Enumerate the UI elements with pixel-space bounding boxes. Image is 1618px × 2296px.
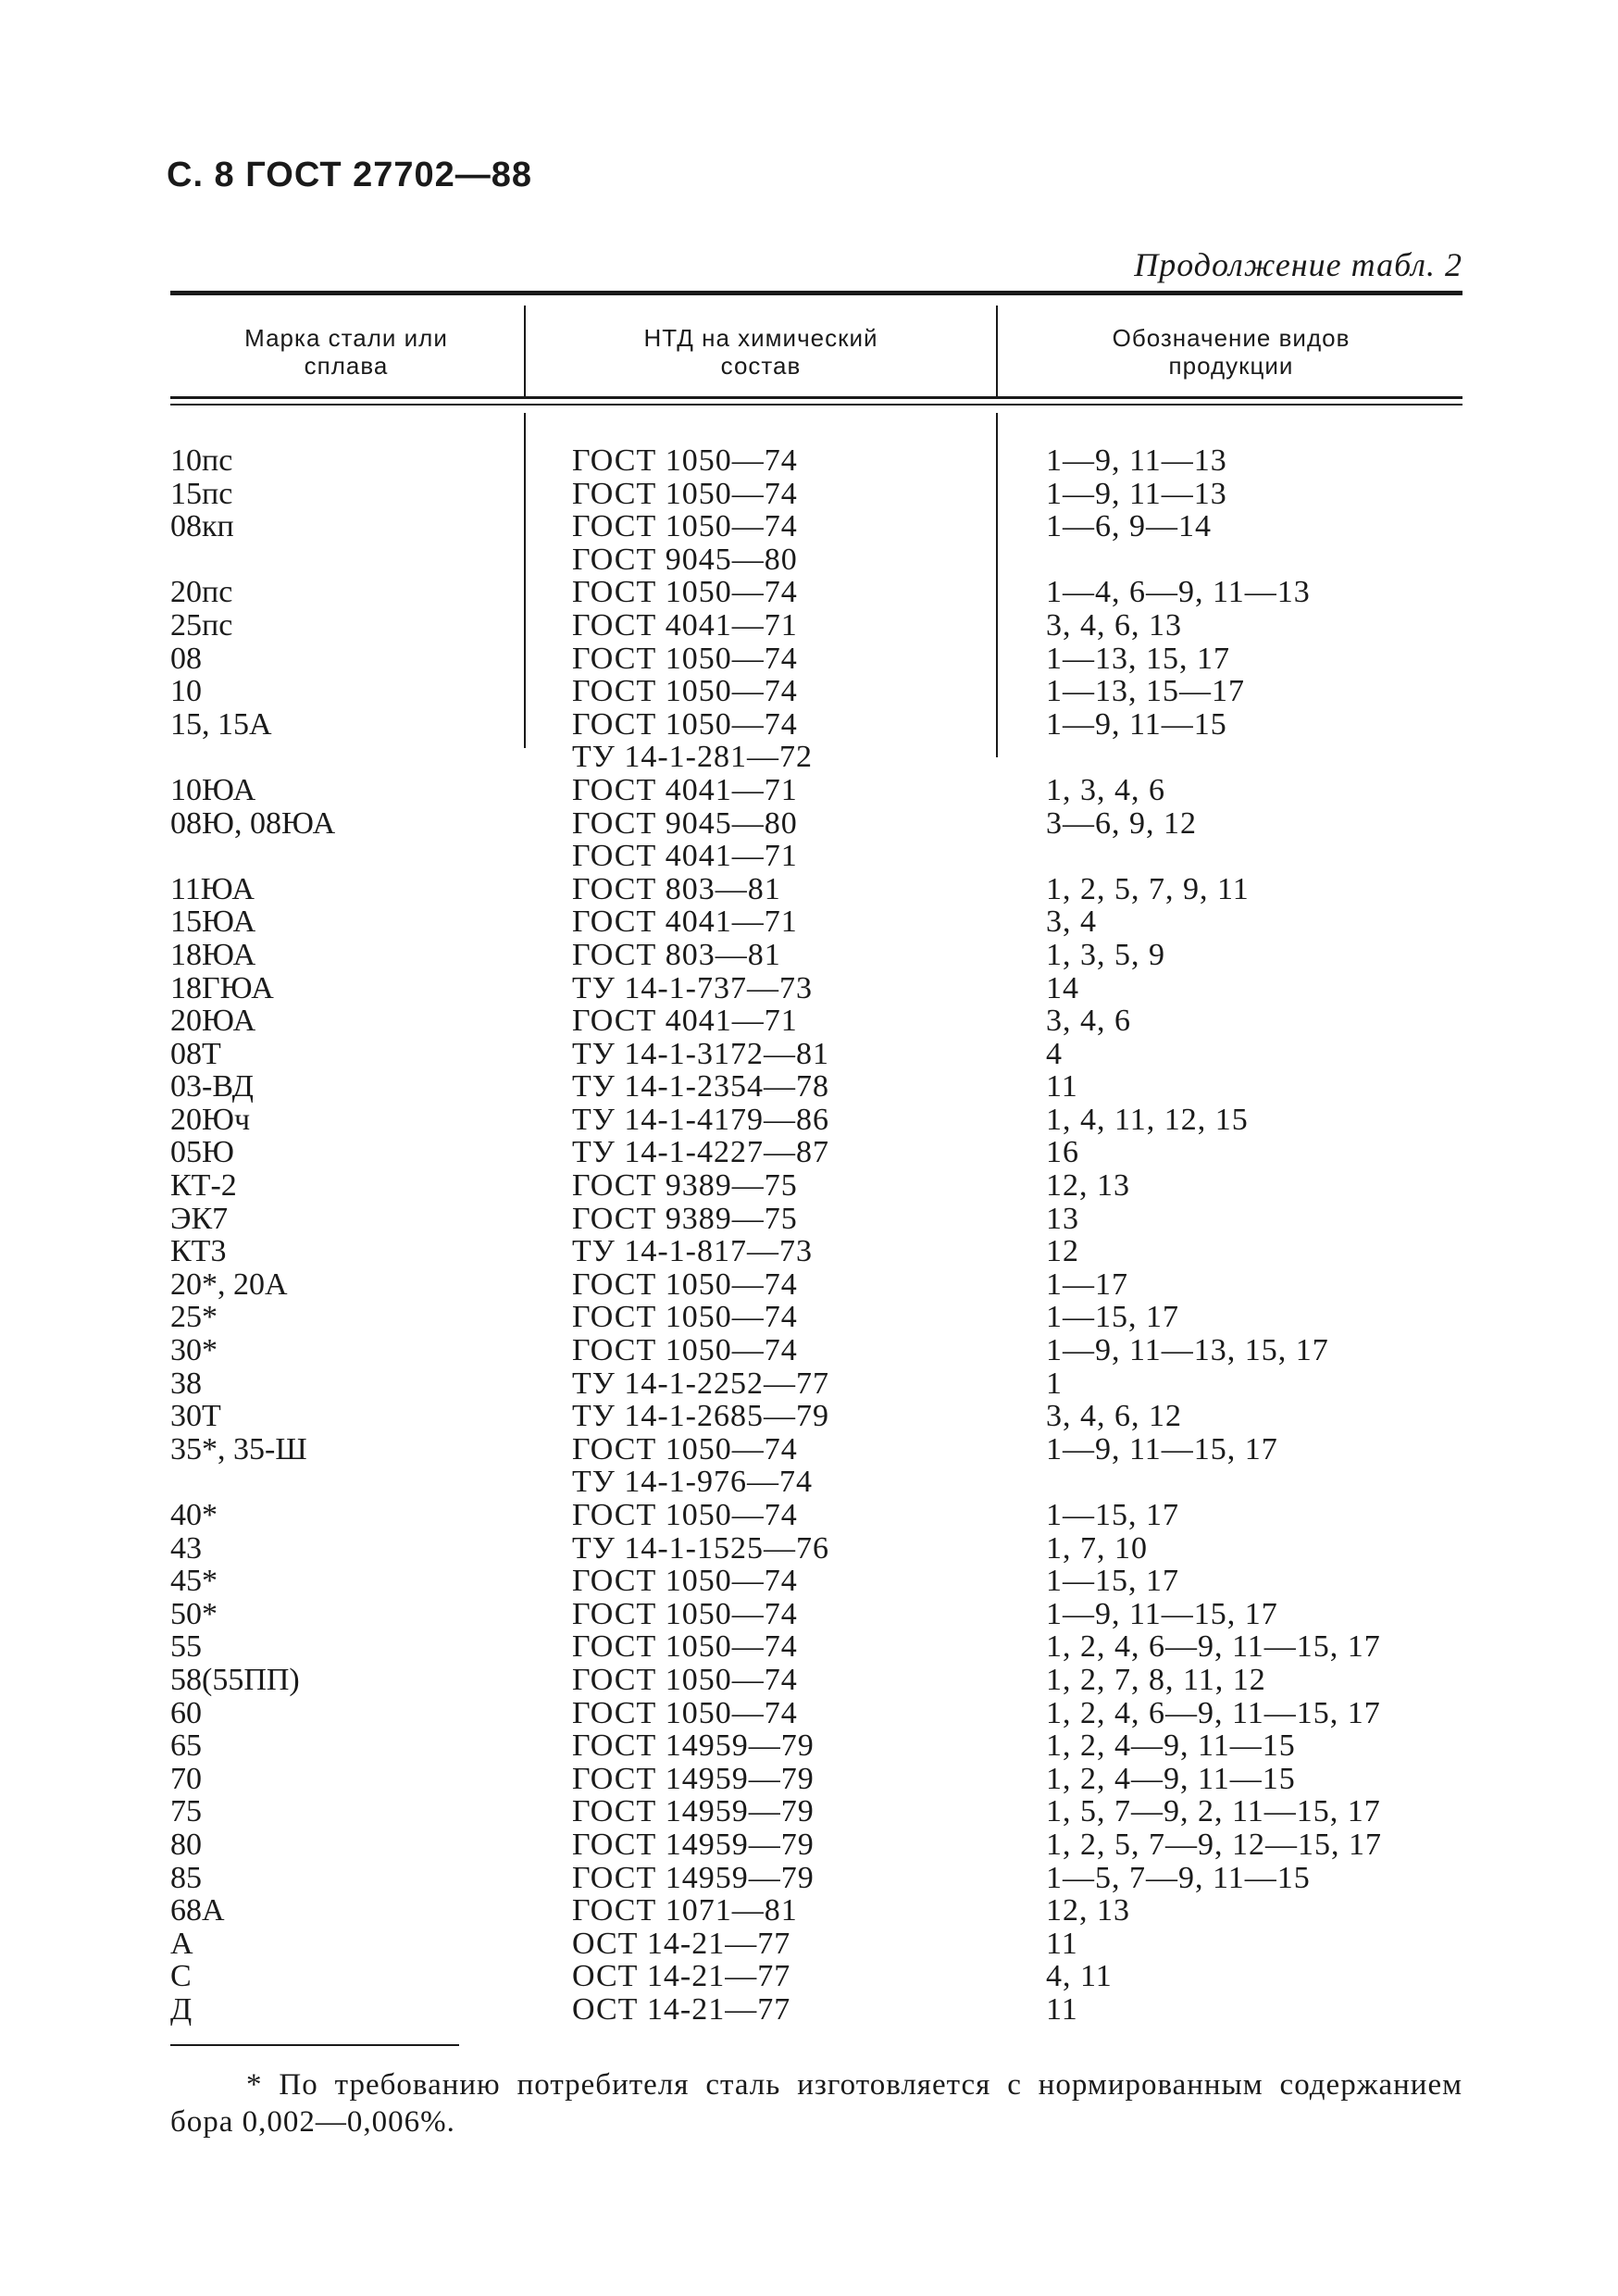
table-row xyxy=(0,478,1618,511)
steel-grade-cell: КТ-2 xyxy=(170,1168,237,1204)
product-types-cell: 13 xyxy=(1046,1201,1079,1236)
standard-cell: ТУ 14-1-4227—87 xyxy=(572,1135,829,1170)
table-row xyxy=(0,807,1618,841)
steel-grade-cell: 35*, 35-Ш xyxy=(170,1431,307,1466)
steel-grade-cell: 20*, 20А xyxy=(170,1267,288,1302)
product-types-cell: 12, 13 xyxy=(1046,1168,1130,1204)
table-row xyxy=(0,510,1618,543)
steel-grade-cell: 08Т xyxy=(170,1036,221,1071)
product-types-cell: 3, 4, 6, 13 xyxy=(1046,607,1182,643)
steel-grade-cell: 03-ВД xyxy=(170,1069,254,1104)
product-types-cell: 12, 13 xyxy=(1046,1893,1130,1928)
standard-cell: ТУ 14-1-976—74 xyxy=(572,1465,813,1500)
steel-grade-cell: 38 xyxy=(170,1366,202,1401)
table-row xyxy=(0,774,1618,807)
product-types-cell: 1—13, 15—17 xyxy=(1046,674,1245,709)
table-row xyxy=(0,1367,1618,1401)
product-types-cell: 3—6, 9, 12 xyxy=(1046,805,1197,841)
product-types-cell: 16 xyxy=(1046,1135,1079,1170)
standard-cell: ГОСТ 9045—80 xyxy=(572,805,798,841)
steel-grade-cell: 20ЮА xyxy=(170,1004,256,1039)
product-types-cell: 3, 4, 6 xyxy=(1046,1004,1131,1039)
product-types-cell: 1—9, 11—15, 17 xyxy=(1046,1431,1278,1466)
standard-cell: ГОСТ 803—81 xyxy=(572,871,781,906)
standard-cell: ГОСТ 1050—74 xyxy=(572,509,798,544)
product-types-cell: 1—4, 6—9, 11—13 xyxy=(1046,575,1311,610)
table-row xyxy=(0,873,1618,906)
steel-grade-cell: 55 xyxy=(170,1629,202,1665)
table-row xyxy=(0,1828,1618,1862)
footnote-separator xyxy=(170,2044,459,2046)
steel-grade-cell: 25* xyxy=(170,1300,218,1335)
product-types-cell: 1, 3, 5, 9 xyxy=(1046,937,1165,972)
table-row xyxy=(0,1499,1618,1532)
table-row xyxy=(0,905,1618,939)
product-types-cell: 1—15, 17 xyxy=(1046,1498,1179,1532)
steel-grade-cell: 40* xyxy=(170,1498,218,1532)
table-row xyxy=(0,1038,1618,1071)
table-row xyxy=(0,1400,1618,1433)
product-types-cell: 1, 2, 4, 6—9, 11—15, 17 xyxy=(1046,1629,1381,1665)
page-header: С. 8 ГОСТ 27702—88 xyxy=(167,156,533,194)
column-header-standard xyxy=(528,324,994,380)
standard-cell: ГОСТ 4041—71 xyxy=(572,607,798,643)
product-types-cell: 3, 4, 6, 12 xyxy=(1046,1399,1182,1434)
product-types-cell: 1—17 xyxy=(1046,1267,1128,1302)
steel-grade-cell: 85 xyxy=(170,1860,202,1895)
steel-grade-cell: 58(55ПП) xyxy=(170,1662,300,1697)
table-row xyxy=(0,1136,1618,1169)
steel-grade-cell: А xyxy=(170,1926,193,1961)
table-row xyxy=(0,1235,1618,1268)
table-row xyxy=(0,1729,1618,1763)
product-types-cell: 1, 3, 4, 6 xyxy=(1046,772,1165,807)
standard-cell: ТУ 14-1-4179—86 xyxy=(572,1102,829,1137)
table-row xyxy=(0,1301,1618,1334)
table-row xyxy=(0,1070,1618,1104)
standard-cell: ТУ 14-1-1525—76 xyxy=(572,1530,829,1566)
footnote: * По требованию потребителя сталь изготовляется с нормированным содержанием бора 0,002—0,006%. xyxy=(170,2068,1462,2139)
standard-cell: ГОСТ 9045—80 xyxy=(572,542,798,577)
standard-cell: ТУ 14-1-817—73 xyxy=(572,1234,813,1269)
column-header-steel-grade-text: Марка стали или сплава xyxy=(244,324,448,380)
table-row xyxy=(0,1763,1618,1796)
steel-grade-cell: 25пс xyxy=(170,607,233,643)
standard-cell: ГОСТ 9389—75 xyxy=(572,1168,798,1204)
steel-grade-cell: 10ЮА xyxy=(170,772,256,807)
table-row xyxy=(0,543,1618,577)
table-row xyxy=(0,1532,1618,1566)
header-bottom-rule xyxy=(170,396,1462,399)
standard-cell: ГОСТ 1050—74 xyxy=(572,1300,798,1335)
product-types-cell: 1, 5, 7—9, 2, 11—15, 17 xyxy=(1046,1794,1381,1829)
standard-cell: ТУ 14-1-737—73 xyxy=(572,970,813,1005)
table-row xyxy=(0,1795,1618,1828)
standard-cell: ГОСТ 4041—71 xyxy=(572,839,798,874)
steel-grade-cell: 60 xyxy=(170,1695,202,1730)
steel-grade-cell: 70 xyxy=(170,1761,202,1796)
steel-grade-cell: КТ3 xyxy=(170,1234,227,1269)
standard-cell: ГОСТ 4041—71 xyxy=(572,772,798,807)
table-row xyxy=(0,1697,1618,1730)
standard-cell: ТУ 14-1-2685—79 xyxy=(572,1399,829,1434)
table-top-rule xyxy=(170,291,1462,295)
steel-grade-cell: ЭК7 xyxy=(170,1201,229,1236)
steel-grade-cell: 15пс xyxy=(170,476,233,511)
steel-grade-cell: 45* xyxy=(170,1564,218,1599)
table-row xyxy=(0,675,1618,708)
table-row xyxy=(0,972,1618,1005)
steel-grade-cell: 08кп xyxy=(170,509,234,544)
table-row xyxy=(0,741,1618,774)
table-row xyxy=(0,1993,1618,2027)
product-types-cell: 11 xyxy=(1046,1991,1078,2027)
column-header-standard-text: НТД на химический состав xyxy=(643,324,878,380)
standard-cell: ГОСТ 4041—71 xyxy=(572,905,798,940)
standard-cell: ГОСТ 1050—74 xyxy=(572,1431,798,1466)
product-types-cell: 11 xyxy=(1046,1069,1078,1104)
standard-cell: ГОСТ 1050—74 xyxy=(572,575,798,610)
standard-cell: ГОСТ 1050—74 xyxy=(572,1267,798,1302)
table-row xyxy=(0,1928,1618,1961)
steel-grade-cell: 43 xyxy=(170,1530,202,1566)
steel-grade-cell: 65 xyxy=(170,1728,202,1764)
standard-cell: ГОСТ 1050—74 xyxy=(572,1333,798,1368)
product-types-cell: 1, 4, 11, 12, 15 xyxy=(1046,1102,1249,1137)
standard-cell: ТУ 14-1-3172—81 xyxy=(572,1036,829,1071)
steel-grade-cell: 18ГЮА xyxy=(170,970,274,1005)
product-types-cell: 1 xyxy=(1046,1366,1063,1401)
standard-cell: ГОСТ 4041—71 xyxy=(572,1004,798,1039)
standard-cell: ГОСТ 1071—81 xyxy=(572,1893,798,1928)
standard-cell: ГОСТ 9389—75 xyxy=(572,1201,798,1236)
table-row xyxy=(0,1334,1618,1367)
product-types-cell: 1, 2, 5, 7—9, 12—15, 17 xyxy=(1046,1827,1382,1862)
steel-grade-cell: 15, 15А xyxy=(170,706,272,742)
standard-cell: ТУ 14-1-2354—78 xyxy=(572,1069,829,1104)
table-row xyxy=(0,1862,1618,1895)
standard-cell: ГОСТ 14959—79 xyxy=(572,1827,815,1862)
table-row xyxy=(0,840,1618,873)
steel-grade-cell: 15ЮА xyxy=(170,905,256,940)
column-header-steel-grade xyxy=(170,324,522,380)
steel-grade-cell: 11ЮА xyxy=(170,871,255,906)
table-row xyxy=(0,1565,1618,1598)
table-row xyxy=(0,1433,1618,1466)
standard-cell: ГОСТ 1050—74 xyxy=(572,1498,798,1532)
standard-cell: ГОСТ 14959—79 xyxy=(572,1728,815,1764)
product-types-cell: 1—13, 15, 17 xyxy=(1046,641,1230,676)
standard-cell: ГОСТ 14959—79 xyxy=(572,1761,815,1796)
product-types-cell: 4 xyxy=(1046,1036,1063,1071)
column-header-product-types-text: Обозначение видов продукции xyxy=(1112,324,1350,380)
standard-cell: ГОСТ 14959—79 xyxy=(572,1794,815,1829)
table-continuation-label: Продолжение табл. 2 xyxy=(1134,246,1462,283)
standard-cell: ГОСТ 1050—74 xyxy=(572,1564,798,1599)
table-row xyxy=(0,609,1618,643)
product-types-cell: 1—15, 17 xyxy=(1046,1300,1179,1335)
table-row xyxy=(0,1598,1618,1631)
steel-grade-cell: 05Ю xyxy=(170,1135,234,1170)
table-row xyxy=(0,1169,1618,1203)
steel-grade-cell: 08Ю, 08ЮА xyxy=(170,805,336,841)
standard-cell: ОСТ 14-21—77 xyxy=(572,1926,791,1961)
product-types-cell: 12 xyxy=(1046,1234,1079,1269)
table-row xyxy=(0,1630,1618,1664)
standard-cell: ГОСТ 14959—79 xyxy=(572,1860,815,1895)
table-row xyxy=(0,708,1618,742)
steel-grade-cell: 08 xyxy=(170,641,202,676)
steel-grade-cell: 18ЮА xyxy=(170,937,256,972)
table-row xyxy=(0,1960,1618,1993)
product-types-cell: 1, 2, 4—9, 11—15 xyxy=(1046,1761,1296,1796)
product-types-cell: 1—9, 11—15, 17 xyxy=(1046,1596,1278,1631)
steel-grade-cell: 10 xyxy=(170,674,202,709)
product-types-cell: 4, 11 xyxy=(1046,1959,1113,1994)
standard-cell: ГОСТ 1050—74 xyxy=(572,1596,798,1631)
table-row xyxy=(0,1104,1618,1137)
product-types-cell: 1—9, 11—13 xyxy=(1046,476,1227,511)
standard-cell: ГОСТ 1050—74 xyxy=(572,1662,798,1697)
table-row xyxy=(0,643,1618,676)
standard-cell: ТУ 14-1-2252—77 xyxy=(572,1366,829,1401)
steel-grade-cell: Д xyxy=(170,1991,193,2027)
standard-cell: ГОСТ 803—81 xyxy=(572,937,781,972)
column-divider-2-header xyxy=(996,306,998,398)
product-types-cell: 1, 2, 7, 8, 11, 12 xyxy=(1046,1662,1266,1697)
standard-cell: ГОСТ 1050—74 xyxy=(572,674,798,709)
product-types-cell: 1, 2, 5, 7, 9, 11 xyxy=(1046,871,1250,906)
table-row xyxy=(0,1203,1618,1236)
table-row xyxy=(0,576,1618,609)
product-types-cell: 1—9, 11—15 xyxy=(1046,706,1227,742)
steel-grade-cell: 10пс xyxy=(170,443,233,478)
steel-grade-cell: 68А xyxy=(170,1893,225,1928)
product-types-cell: 1—15, 17 xyxy=(1046,1564,1179,1599)
product-types-cell: 1, 2, 4, 6—9, 11—15, 17 xyxy=(1046,1695,1381,1730)
steel-grade-cell: 30* xyxy=(170,1333,218,1368)
product-types-cell: 1—5, 7—9, 11—15 xyxy=(1046,1860,1311,1895)
steel-grade-cell: 20Юч xyxy=(170,1102,251,1137)
table-row xyxy=(0,1664,1618,1697)
table-row xyxy=(0,939,1618,972)
table-row xyxy=(0,1894,1618,1928)
product-types-cell: 14 xyxy=(1046,970,1079,1005)
steel-grade-cell: 80 xyxy=(170,1827,202,1862)
standard-cell: ТУ 14-1-281—72 xyxy=(572,740,813,775)
standard-cell: ГОСТ 1050—74 xyxy=(572,1629,798,1665)
standard-cell: ГОСТ 1050—74 xyxy=(572,641,798,676)
steel-grade-cell: С xyxy=(170,1959,192,1994)
product-types-cell: 3, 4 xyxy=(1046,905,1097,940)
table-row xyxy=(0,1268,1618,1302)
steel-grade-cell: 50* xyxy=(170,1596,218,1631)
standard-cell: ГОСТ 1050—74 xyxy=(572,706,798,742)
product-types-cell: 1—9, 11—13 xyxy=(1046,443,1227,478)
product-types-cell: 1, 7, 10 xyxy=(1046,1530,1148,1566)
column-divider-1-header xyxy=(524,306,526,398)
product-types-cell: 1, 2, 4—9, 11—15 xyxy=(1046,1728,1296,1764)
steel-grade-cell: 30Т xyxy=(170,1399,221,1434)
steel-grade-cell: 75 xyxy=(170,1794,202,1829)
table-row xyxy=(0,1466,1618,1499)
standard-cell: ГОСТ 1050—74 xyxy=(572,476,798,511)
column-header-product-types xyxy=(1000,324,1462,380)
product-types-cell: 1—9, 11—13, 15, 17 xyxy=(1046,1333,1329,1368)
standard-cell: ГОСТ 1050—74 xyxy=(572,443,798,478)
steel-grade-cell: 20пс xyxy=(170,575,233,610)
header-bottom-rule-2 xyxy=(170,404,1462,406)
table-row xyxy=(0,1004,1618,1038)
standard-cell: ОСТ 14-21—77 xyxy=(572,1991,791,2027)
product-types-cell: 11 xyxy=(1046,1926,1078,1961)
table-body xyxy=(0,444,1618,2027)
product-types-cell: 1—6, 9—14 xyxy=(1046,509,1212,544)
table-row xyxy=(0,444,1618,478)
standard-cell: ОСТ 14-21—77 xyxy=(572,1959,791,1994)
standard-cell: ГОСТ 1050—74 xyxy=(572,1695,798,1730)
